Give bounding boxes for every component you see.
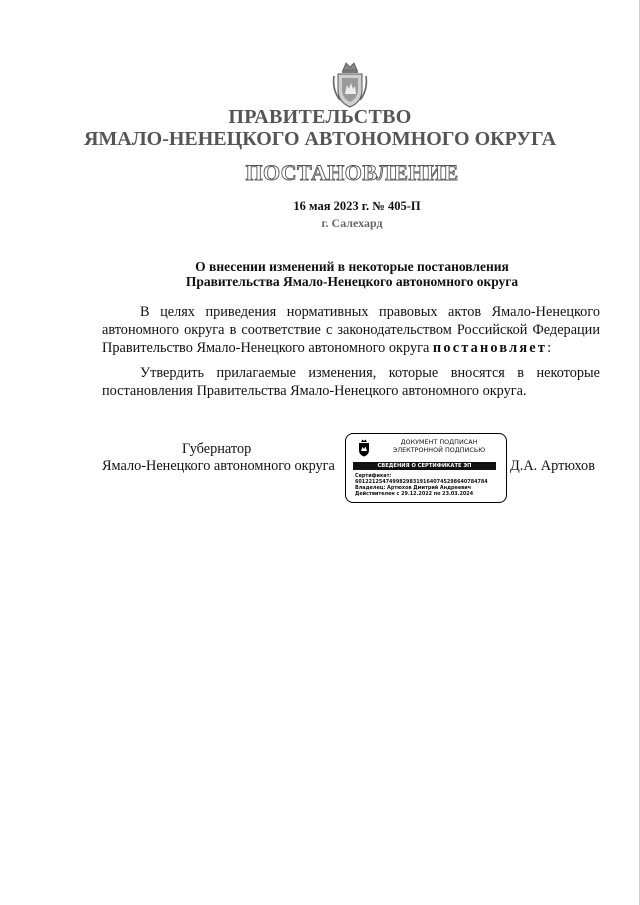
signatory-name: Д.А. Артюхов bbox=[510, 458, 595, 474]
coat-of-arms-small-icon bbox=[358, 439, 370, 457]
coat-of-arms-icon bbox=[332, 58, 368, 110]
stamp-certificate-bar: СВЕДЕНИЯ О СЕРТИФИКАТЕ ЭП bbox=[353, 462, 496, 470]
stamp-cert-number: 601221254749982983191640745298640784784 bbox=[355, 479, 488, 485]
stamp-owner: Владелец: Артюхов Дмитрий Андреевич bbox=[355, 485, 472, 491]
paragraph-preamble bbox=[102, 303, 600, 357]
document-type: ПОСТАНОВЛЕНИЕ bbox=[245, 160, 459, 185]
government-name-line1: ПРАВИТЕЛЬСТВО bbox=[228, 106, 412, 128]
document-title-line2: Правительства Ямало-Ненецкого автономного округа bbox=[185, 274, 519, 289]
signatory-position-line1: Губернатор bbox=[182, 441, 252, 457]
paragraph-resolution: Утвердить прилагаемые изменения, которые вносятся в некоторые постановления Правительства Ямало-Ненецкого автономного округа. bbox=[102, 365, 600, 399]
document-city: г. Салехард bbox=[321, 216, 383, 230]
document-title-line1: О внесении изменений в некоторые постановления bbox=[195, 259, 509, 274]
paragraph-preamble-text: В целях приведения нормативных правовых актов Ямало-Ненецкого автономного округа в соответствие с законодательством Российской Федерации Правительство Ямало-Ненецкого автономного округа bbox=[102, 304, 600, 356]
stamp-heading-line1: ДОКУМЕНТ ПОДПИСАН bbox=[400, 438, 478, 446]
paragraph-preamble-emphasis: постановляет bbox=[432, 340, 548, 356]
stamp-heading-line2: ЭЛЕКТРОННОЙ ПОДПИСЬЮ bbox=[392, 446, 486, 454]
government-name-line2: ЯМАЛО-НЕНЕЦКОГО АВТОНОМНОГО ОКРУГА bbox=[83, 128, 557, 150]
stamp-cert-label: Сертификат: bbox=[355, 473, 392, 479]
stamp-validity: Действителен с 29.12.2022 по 23.03.2024 bbox=[355, 491, 474, 497]
signatory-position-line2: Ямало-Ненецкого автономного округа bbox=[102, 458, 335, 474]
document-date-number: 16 мая 2023 г. № 405-П bbox=[293, 199, 421, 213]
electronic-signature-stamp bbox=[345, 433, 507, 503]
paragraph-preamble-end: : bbox=[547, 340, 552, 356]
